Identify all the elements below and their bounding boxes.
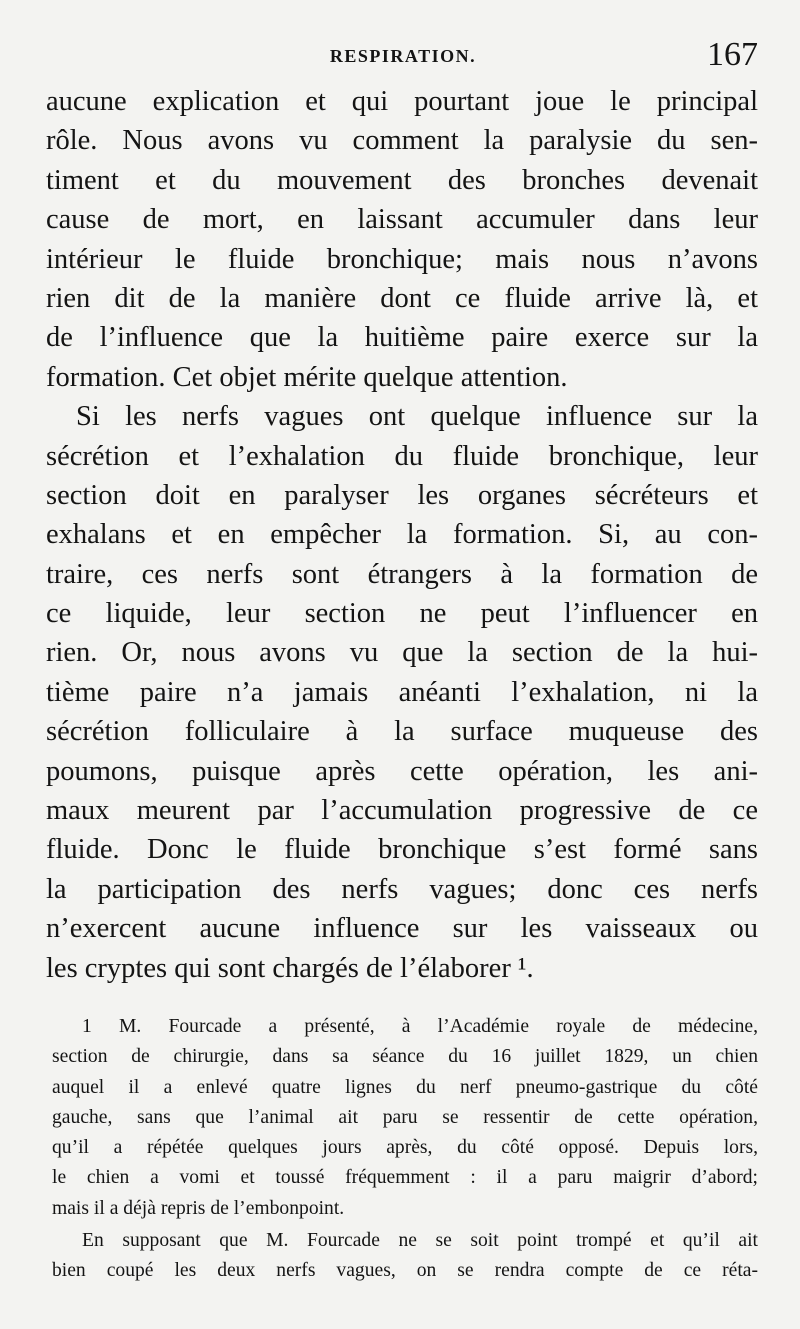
text-line: rôle. Nous avons vu comment la paralysie du sen-: [46, 125, 758, 157]
text-line: formation. Cet objet mérite quelque attention.: [46, 361, 568, 393]
text-line: timent et du mouvement des bronches devenait: [46, 164, 758, 196]
footnote-line: section de chirurgie, dans sa séance du 16 juillet 1829, un chien: [52, 1046, 758, 1068]
footnotes: [52, 1012, 758, 1287]
text-line: fluide. Donc le fluide bronchique s’est formé sans: [46, 834, 758, 866]
text-line: tième paire n’a jamais anéanti l’exhalation, ni la: [46, 676, 758, 708]
text-line: sécrétion folliculaire à la surface muqueuse des: [46, 716, 758, 748]
text-line: rien. Or, nous avons vu que la section de la hui-: [46, 637, 758, 669]
text-line: les cryptes qui sont chargés de l’élaborer ¹.: [46, 952, 534, 984]
text-line: maux meurent par l’accumulation progressive de ce: [46, 795, 758, 827]
footnote-line: gauche, sans que l’animal ait paru se ressentir de cette opération,: [52, 1106, 758, 1128]
footnote-line: bien coupé les deux nerfs vagues, on se rendra compte de ce réta-: [52, 1260, 758, 1282]
text-line: poumons, puisque après cette opération, les ani-: [46, 755, 758, 787]
text-line: cause de mort, en laissant accumuler dans leur: [46, 204, 758, 236]
text-line: traire, ces nerfs sont étrangers à la formation de: [46, 558, 758, 590]
page-header: [48, 36, 758, 80]
text-line: aucune explication et qui pourtant joue le principal: [46, 86, 758, 117]
text-line: ce liquide, leur section ne peut l’influencer en: [46, 598, 758, 630]
text-line: la participation des nerfs vagues; donc ces nerfs: [46, 873, 758, 905]
text-line: section doit en paralyser les organes sécréteurs et: [46, 479, 758, 511]
footnote-line: 1 M. Fourcade a présenté, à l’Académie royale de médecine,: [82, 1016, 758, 1037]
text-line: intérieur le fluide bronchique; mais nous n’avons: [46, 243, 758, 275]
text-line: exhalans et en empêcher la formation. Si, au con-: [46, 519, 758, 551]
body-text: [46, 82, 758, 988]
text-line: Si les nerfs vagues ont quelque influence sur la: [76, 401, 758, 433]
text-line: de l’influence que la huitième paire exerce sur la: [46, 322, 758, 354]
footnote-line: mais il a déjà repris de l’embonpoint.: [52, 1197, 345, 1219]
running-head: RESPIRATION.: [329, 46, 477, 66]
page-number: 167: [707, 36, 758, 73]
text-line: rien dit de la manière dont ce fluide arrive là, et: [46, 282, 758, 314]
footnote-line: le chien a vomi et toussé fréquemment : il a paru maigrir d’abord;: [52, 1167, 758, 1189]
footnote-line: En supposant que M. Fourcade ne se soit point trompé et qu’il ait: [82, 1230, 758, 1252]
footnote-line: auquel il a enlevé quatre lignes du nerf pneumo-gastrique du côté: [52, 1076, 758, 1098]
text-line: sécrétion et l’exhalation du fluide bronchique, leur: [46, 440, 758, 472]
text-line: n’exercent aucune influence sur les vaisseaux ou: [46, 913, 758, 945]
footnote-line: qu’il a répétée quelques jours après, du côté opposé. Depuis lors,: [52, 1137, 758, 1159]
